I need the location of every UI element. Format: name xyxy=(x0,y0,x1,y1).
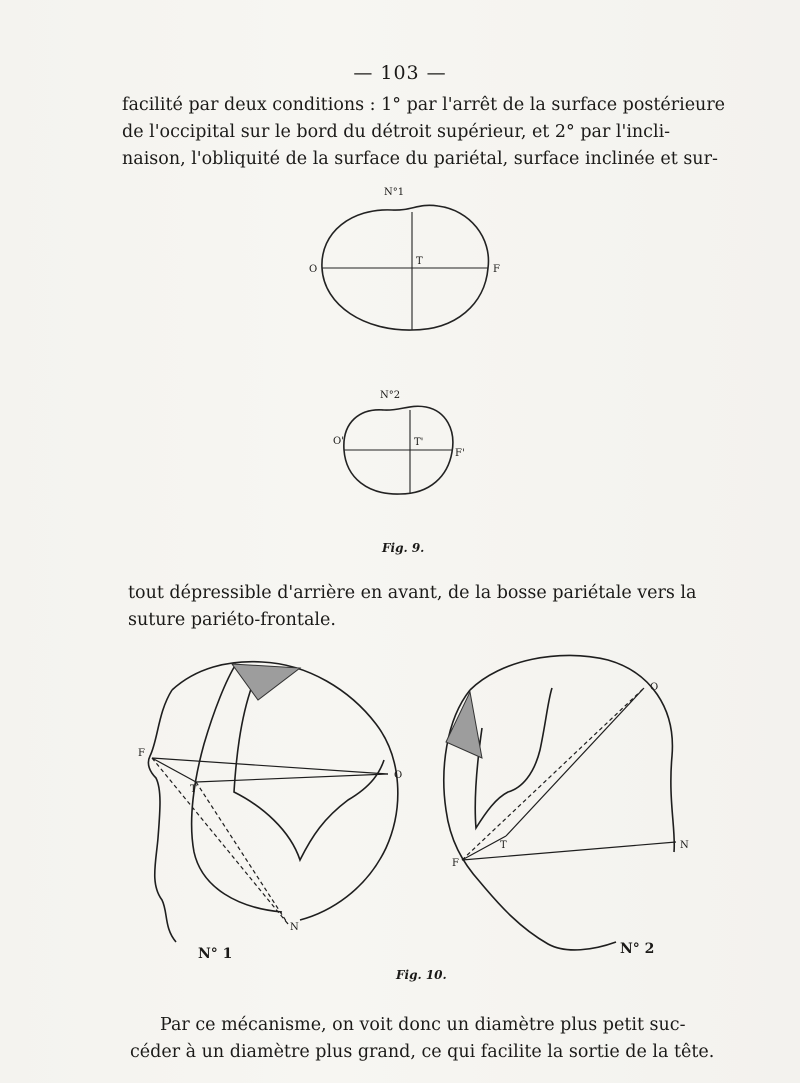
fig10-right-label-f: F xyxy=(452,858,459,869)
fig10-left-line-t-o xyxy=(196,774,388,782)
fig9-n2-label-f: F' xyxy=(455,448,465,459)
fig10-right-skull-outline xyxy=(470,655,674,852)
fig10-right-parietal xyxy=(475,688,552,828)
fig9-n2-label-o: O' xyxy=(333,436,344,447)
page-number: — 103 — xyxy=(353,62,447,84)
fig10-left-label-f: F xyxy=(138,748,145,759)
fig10-left-face-profile xyxy=(148,690,176,942)
fig10-left-number: N° 1 xyxy=(198,946,233,962)
fig10-right-label-n: N xyxy=(680,840,689,851)
text-line: de l'occipital sur le bord du détroit supérieur, et 2° par l'incli- xyxy=(122,122,671,142)
fig10-right-label-t: T xyxy=(500,840,507,851)
fig10-left-line-f-n xyxy=(152,758,288,924)
text-line: Par ce mécanisme, on voit donc un diamètre plus petit suc- xyxy=(160,1015,686,1035)
fig9-n1-label-f: F xyxy=(493,264,500,275)
text-line: naison, l'obliquité de la surface du pariétal, surface inclinée et sur- xyxy=(122,149,718,169)
fig10-left-pelvis-curve xyxy=(192,664,282,912)
fig10-left-skull-outline xyxy=(172,662,398,920)
fig9-n2-label-t: T' xyxy=(414,437,424,448)
fig10-right-number: N° 2 xyxy=(620,941,655,957)
fig10-left-line-f-o xyxy=(152,758,388,774)
fig9-n2-title: N°2 xyxy=(380,390,401,401)
fig10-right-drawing xyxy=(444,655,676,950)
fig10-right-line-f-o xyxy=(462,688,644,860)
text-line: tout dépressible d'arrière en avant, de la bosse pariétale vers la xyxy=(128,583,697,603)
fig10-right-line-f-n xyxy=(462,842,676,860)
fig10-right-label-o: O xyxy=(650,682,659,693)
paragraph-bottom xyxy=(130,1012,715,1066)
fig9-n1-title: N°1 xyxy=(384,187,405,198)
text-line: céder à un diamètre plus grand, ce qui facilite la sortie de la tête. xyxy=(130,1042,715,1062)
text-line: facilité par deux conditions : 1° par l'arrêt de la surface postérieure xyxy=(122,95,726,115)
fig10-left-parietal xyxy=(234,686,384,860)
fig10-left-hatched-region xyxy=(232,664,300,700)
figure-9-caption: Fig. 9. xyxy=(382,541,425,555)
fig9-n1-label-t: T xyxy=(416,256,423,267)
fig9-n1-label-o: O xyxy=(309,264,318,275)
fig10-left-drawing xyxy=(148,662,397,942)
fig10-right-line-t-o xyxy=(506,688,644,836)
fig10-left-label-o: O xyxy=(394,770,403,781)
fig10-left-label-t: T xyxy=(190,784,197,795)
text-line: suture pariéto-frontale. xyxy=(128,610,336,630)
fig10-left-label-n: N xyxy=(290,922,299,933)
figure-10-caption: Fig. 10. xyxy=(396,968,447,982)
fig10-left-line-f-t xyxy=(152,758,196,782)
